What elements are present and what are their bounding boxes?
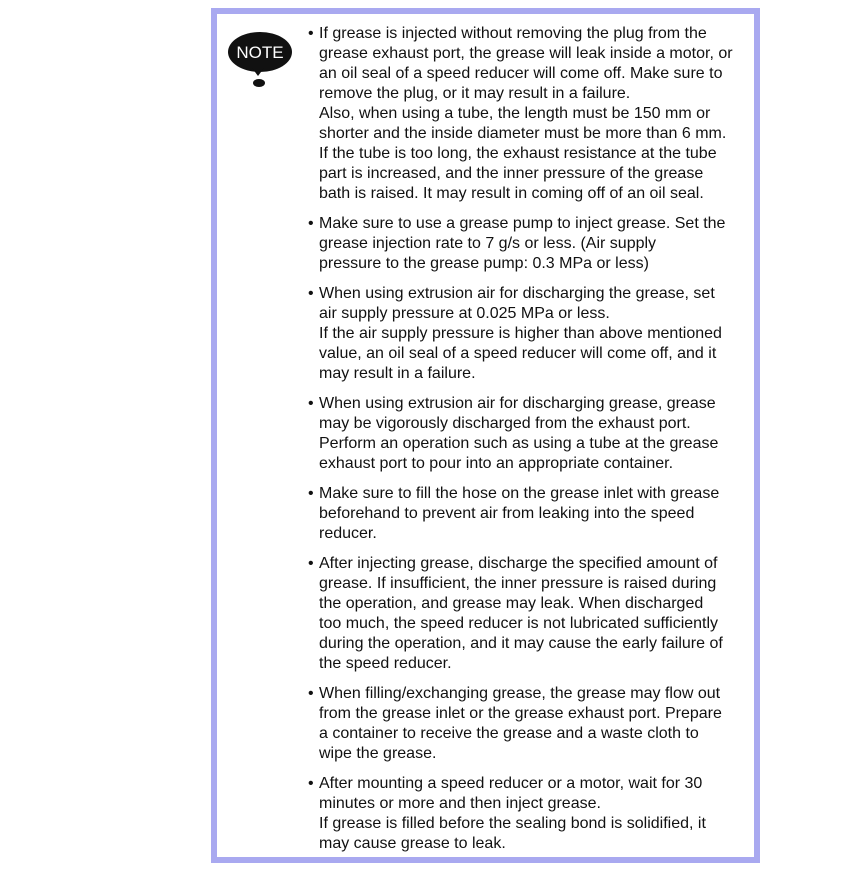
note-item-line: Make sure to fill the hose on the grease inlet with grease [319,485,720,502]
note-item [308,24,748,204]
note-item-line: may be vigorously discharged from the exhaust port. [319,415,691,432]
note-item-line: Make sure to use a grease pump to inject grease. Set the [319,215,726,232]
note-item-line: Perform an operation such as using a tube at the grease [319,435,719,452]
note-item [308,394,748,474]
note-item-line: If grease is injected without removing the plug from the [319,25,707,42]
note-item-line: After mounting a speed reducer or a motor, wait for 30 [319,775,703,792]
bullet-icon: • [308,285,314,302]
note-list [308,24,748,864]
bullet-icon: • [308,395,314,412]
bullet-icon: • [308,555,314,572]
note-item-line: value, an oil seal of a speed reducer will come off, and it [319,345,717,362]
note-item-line: wipe the grease. [319,745,437,762]
note-item-line: When using extrusion air for discharging grease, grease [319,395,716,412]
note-item [308,284,748,384]
note-item-line: grease injection rate to 7 g/s or less. (Air supply [319,235,657,252]
note-item-line: After injecting grease, discharge the specified amount of [319,555,718,572]
note-item-line: remove the plug, or it may result in a failure. [319,85,631,102]
note-item-line: bath is raised. It may result in coming off of an oil seal. [319,185,704,202]
note-label: NOTE [236,43,284,62]
note-item-line: If the tube is too long, the exhaust resistance at the tube [319,145,717,162]
note-item-line: beforehand to prevent air from leaking into the speed [319,505,695,522]
note-item-line: If grease is filled before the sealing bond is solidified, it [319,815,706,832]
note-item-line: When filling/exchanging grease, the grease may flow out [319,685,721,702]
note-item-line: Also, when using a tube, the length must be 150 mm or [319,105,711,122]
note-item-line: air supply pressure at 0.025 MPa or less. [319,305,610,322]
note-item-line: pressure to the grease pump: 0.3 MPa or less) [319,255,649,272]
note-box [211,8,760,863]
note-item-line: from the grease inlet or the grease exhaust port. Prepare [319,705,722,722]
note-item [308,484,748,544]
note-item [308,554,748,674]
bullet-icon: • [308,485,314,502]
bullet-icon: • [308,215,314,232]
note-item-line: an oil seal of a speed reducer will come off. Make sure to [319,65,723,82]
bullet-icon: • [308,25,314,42]
bullet-icon: • [308,775,314,792]
note-item-line: during the operation, and it may cause the early failure of [319,635,723,652]
note-item [308,774,748,854]
note-item-line: may result in a failure. [319,365,476,382]
note-item-line: the operation, and grease may leak. When discharged [319,595,704,612]
note-item-line: exhaust port to pour into an appropriate container. [319,455,674,472]
note-item-line: grease. If insufficient, the inner pressure is raised during [319,575,717,592]
note-item-line: too much, the speed reducer is not lubricated sufficiently [319,615,719,632]
note-item [308,684,748,764]
note-speech-icon [227,28,293,90]
note-item-line: If the air supply pressure is higher than above mentioned [319,325,722,342]
note-item-line: minutes or more and then inject grease. [319,795,601,812]
note-item-line: reducer. [319,525,377,542]
bullet-icon: • [308,685,314,702]
note-item-line: shorter and the inside diameter must be more than 6 mm. [319,125,727,142]
note-item-line: grease exhaust port, the grease will leak inside a motor, or [319,45,733,62]
note-item-line: When using extrusion air for discharging the grease, set [319,285,715,302]
note-item-line: part is increased, and the inner pressure of the grease [319,165,704,182]
note-item-line: may cause grease to leak. [319,835,506,852]
note-item-line: the speed reducer. [319,655,452,672]
note-item-line: a container to receive the grease and a waste cloth to [319,725,699,742]
note-item [308,214,748,274]
